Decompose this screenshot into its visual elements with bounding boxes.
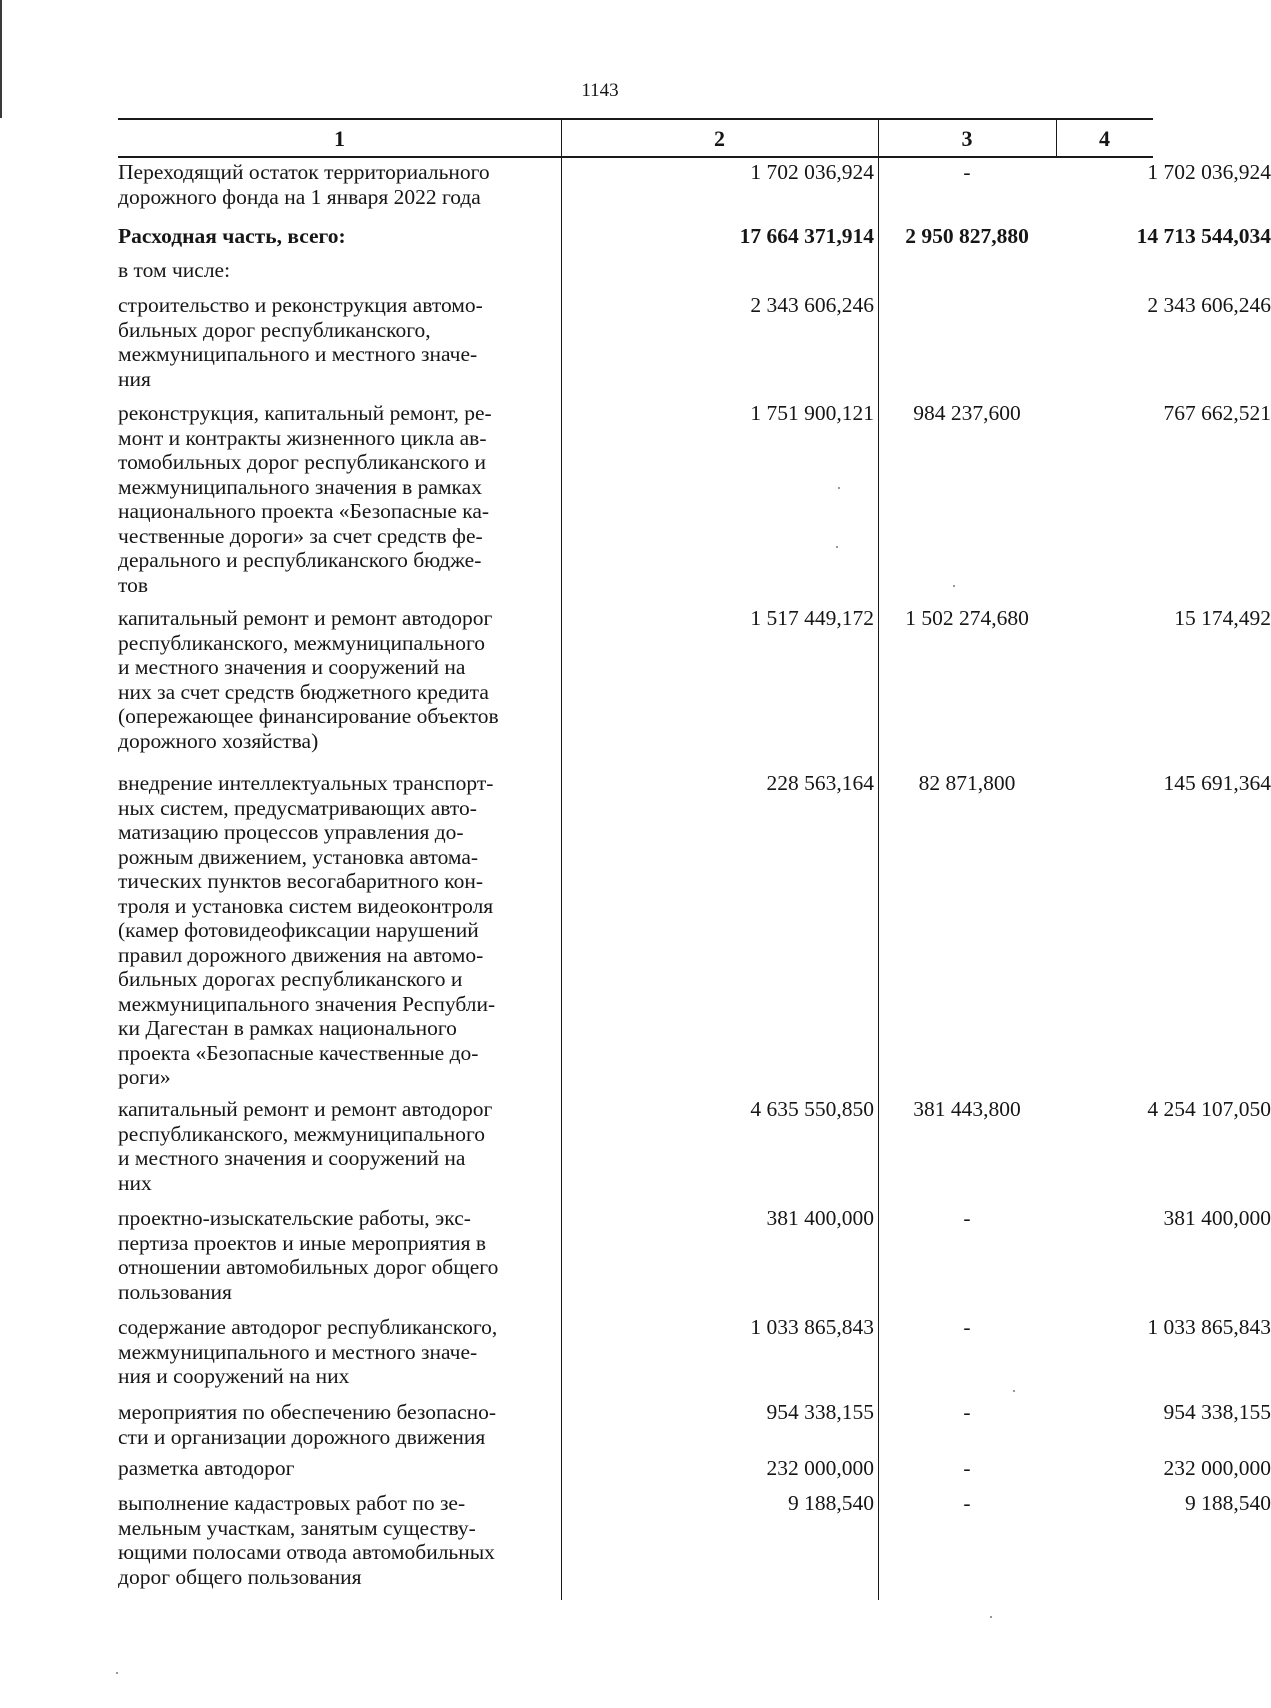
row-value-col2: 4 635 550,850: [750, 1097, 874, 1121]
row-value-col2: 1 751 900,121: [750, 401, 874, 425]
row-value-col4: 1 702 036,924: [1147, 160, 1271, 184]
header-col-3: 3: [961, 126, 973, 151]
row-value-col4: 14 713 544,034: [1136, 224, 1271, 248]
row-value-col4: 145 691,364: [1163, 771, 1271, 795]
header-col-4: 4: [1099, 126, 1110, 151]
row-value-col3: -: [963, 1491, 971, 1515]
scan-speck: [1013, 1390, 1015, 1392]
row-value-col2: 228 563,164: [766, 771, 874, 795]
header-col-2: 2: [714, 126, 725, 151]
row-value-col2: 1 033 865,843: [750, 1315, 874, 1339]
header-col-1: 1: [334, 126, 345, 151]
row-value-col3: 82 871,800: [918, 771, 1016, 795]
row-value-col4: 767 662,521: [1163, 401, 1271, 425]
row-value-col4: 1 033 865,843: [1147, 1315, 1271, 1339]
row-description: разметка автодорог: [118, 1456, 295, 1480]
scan-speck: [953, 585, 955, 587]
row-value-col4: 954 338,155: [1163, 1400, 1271, 1424]
scan-speck: [116, 1672, 118, 1674]
row-value-col2: 232 000,000: [766, 1456, 874, 1480]
row-description: капитальный ремонт и ремонт автодорог республиканского, межмуниципального и местного значения и сооружений на них за счет средств бюджетного кредита (опережающее финансирование объектов дорожного хозяйства): [118, 606, 499, 753]
row-value-col4: 15 174,492: [1174, 606, 1271, 630]
header-divider: [878, 120, 879, 156]
page-number: 1143: [581, 80, 619, 101]
scan-speck: [838, 487, 840, 489]
header-divider: [1056, 120, 1057, 156]
scan-speck: [836, 546, 838, 548]
row-value-col3: 2 950 827,880: [905, 224, 1029, 248]
row-value-col4: 2 343 606,246: [1147, 293, 1271, 317]
row-value-col3: 1 502 274,680: [905, 606, 1029, 630]
row-description: строительство и реконструкция автомо- бильных дорог республиканского, межмуниципального и местного значе- ния: [118, 293, 483, 391]
row-value-col2: 381 400,000: [766, 1206, 874, 1230]
column-divider: [878, 1484, 879, 1600]
row-value-col3: 984 237,600: [913, 401, 1021, 425]
row-value-col2: 9 188,540: [788, 1491, 874, 1515]
row-value-col3: -: [963, 1206, 971, 1230]
row-value-col2: 17 664 371,914: [739, 224, 874, 248]
column-divider: [878, 154, 879, 1484]
row-value-col3: -: [963, 1400, 971, 1424]
row-value-col4: 232 000,000: [1163, 1456, 1271, 1480]
row-value-col4: 381 400,000: [1163, 1206, 1271, 1230]
row-value-col3: 381 443,800: [913, 1097, 1021, 1121]
row-value-col2: 1 517 449,172: [750, 606, 874, 630]
column-divider: [561, 1484, 562, 1600]
budget-table: [118, 118, 1271, 1589]
scan-speck: [990, 1616, 992, 1618]
row-description: внедрение интеллектуальных транспорт- ных систем, предусматривающих авто- матизацию процессов управления до- рожным движением, установка автома- тических пунктов весогабаритного кон- троля и установка систем видеоконтроля (камер фотовидеофиксации нарушений правил дорожного движения на автомо- бильных дорогах республиканского и межмуниципального значения Республи- ки Дагестан в рамках национального проекта «Безопасные качественные до- роги»: [118, 771, 496, 1089]
row-description: выполнение кадастровых работ по зе- мельным участкам, занятым существу- ющими полосами отвода автомобильных дорог общего пользования: [118, 1491, 495, 1589]
row-description: Переходящий остаток территориального дорожного фонда на 1 января 2022 года: [118, 160, 490, 209]
row-description: Расходная часть, всего:: [118, 224, 346, 248]
row-value-col4: 9 188,540: [1185, 1491, 1271, 1515]
row-description: капитальный ремонт и ремонт автодорог республиканского, межмуниципального и местного значения и сооружений на них: [118, 1097, 493, 1195]
row-value-col2: 954 338,155: [766, 1400, 874, 1424]
row-value-col2: 1 702 036,924: [750, 160, 874, 184]
row-description: мероприятия по обеспечению безопасно- сти и организации дорожного движения: [118, 1400, 497, 1449]
header-divider: [561, 120, 562, 156]
column-divider: [561, 154, 562, 1484]
row-value-col3: -: [963, 1315, 971, 1339]
row-value-col3: -: [963, 160, 971, 184]
row-description: проектно-изыскательские работы, экс- пертиза проектов и иные мероприятия в отношении автомобильных дорог общего пользования: [118, 1206, 499, 1304]
table-header: [118, 118, 1153, 158]
row-value-col2: 2 343 606,246: [750, 293, 874, 317]
row-value-col4: 4 254 107,050: [1147, 1097, 1271, 1121]
row-description: в том числе:: [118, 258, 231, 282]
row-description: реконструкция, капитальный ремонт, ре- монт и контракты жизненного цикла ав- томобильных дорог республиканского и межмуниципального значения в рамках национального проекта «Безопасные ка- чественные дороги» за счет средств фе- дерального и республиканского бюдже- тов: [118, 401, 492, 597]
row-value-col3: -: [963, 1456, 971, 1480]
row-description: содержание автодорог республиканского, межмуниципального и местного значе- ния и сооружений на них: [118, 1315, 498, 1388]
